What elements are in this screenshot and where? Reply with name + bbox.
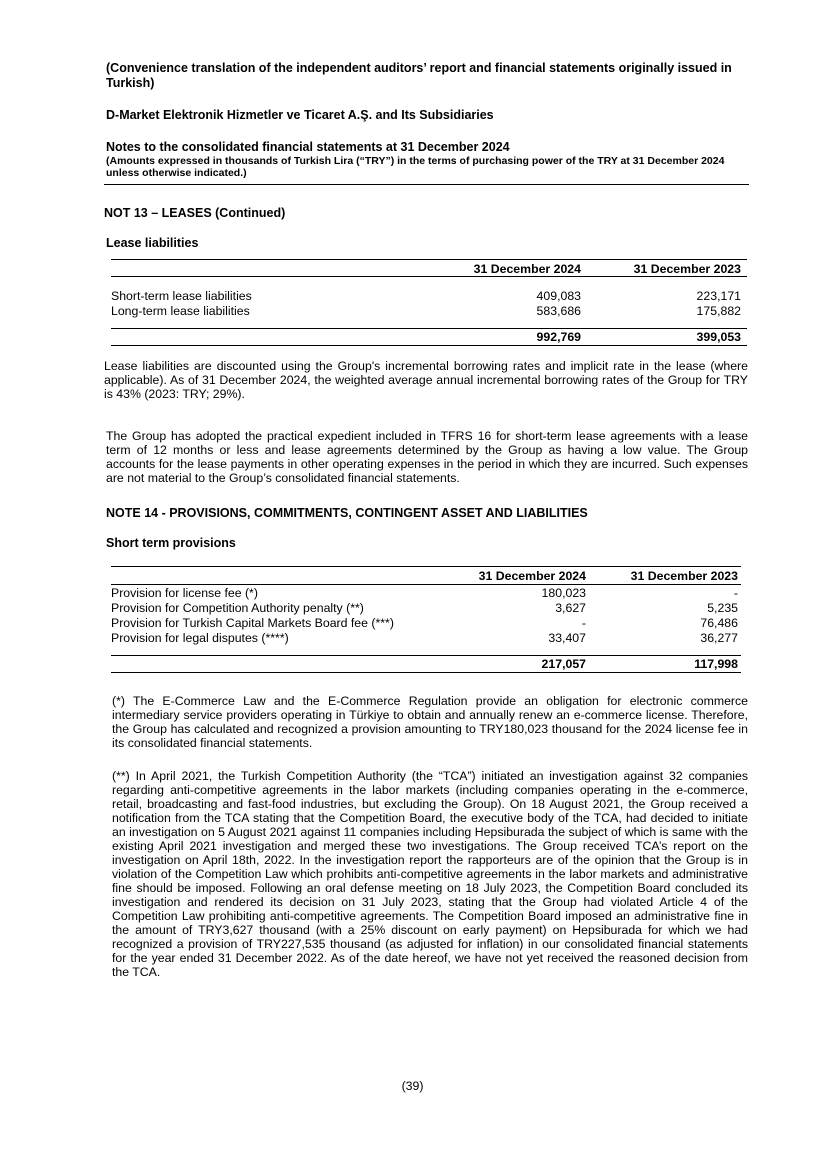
lease-row-value-2024: 583,686 xyxy=(536,304,581,318)
provisions-table-top-rule xyxy=(111,566,741,567)
provisions-table-bottom-rule xyxy=(111,672,741,673)
provisions-total-2024: 217,057 xyxy=(541,657,586,671)
header-divider xyxy=(104,184,749,185)
provision-row-label: Provision for Competition Authority penalty (**) xyxy=(111,601,364,615)
amounts-note: (Amounts expressed in thousands of Turkish Lira (“TRY”) in the terms of purchasing power of the TRY at 31 December 2024 unless otherwise indicated.) xyxy=(106,155,725,179)
note14-title: NOTE 14 - PROVISIONS, COMMITMENTS, CONTINGENT ASSET AND LIABILITIES xyxy=(106,506,588,520)
lease-table-header-rule xyxy=(111,276,747,277)
lease-table-bottom-rule xyxy=(111,345,747,346)
provision-row-value-2023: 5,235 xyxy=(707,601,738,615)
page-number: (39) xyxy=(401,1079,424,1093)
lease-col-2024: 31 December 2024 xyxy=(473,262,581,276)
provisions-table-header-rule xyxy=(111,584,741,585)
provision-row-value-2024: - xyxy=(581,616,586,630)
lease-col-2023: 31 December 2023 xyxy=(633,262,741,276)
lease-row-value-2024: 409,083 xyxy=(536,289,581,303)
lease-total-2023: 399,053 xyxy=(696,330,741,344)
lease-row-value-2023: 223,171 xyxy=(696,289,741,303)
note14-subtitle: Short term provisions xyxy=(106,536,236,550)
provision-row-value-2024: 33,407 xyxy=(548,631,586,645)
company-name: D-Market Elektronik Hizmetler ve Ticaret A.Ş. and Its Subsidiaries xyxy=(106,108,494,122)
convenience-translation-note: (Convenience translation of the independent auditors’ report and financial statements originally issued in Turkish) xyxy=(106,61,732,90)
provision-row-label: Provision for license fee (*) xyxy=(111,586,258,600)
provisions-total-2023: 117,998 xyxy=(694,657,738,671)
license-fee-footnote: (*) The E-Commerce Law and the E-Commerce Regulation provide an obligation for electronic commerce intermediary service providers operating in Türkiye to obtain and annually renew an e-commerce license. Therefore, the Group has calculated and recognized a provision amounting to TRY180,023 thousand for the 2024 license fee in its consolidated financial statements. xyxy=(112,694,748,750)
provisions-col-2024: 31 December 2024 xyxy=(478,569,586,583)
lease-row-value-2023: 175,882 xyxy=(696,304,741,318)
lease-row-label: Long-term lease liabilities xyxy=(111,304,250,318)
lease-table-total-rule xyxy=(111,328,747,329)
note13-title: NOT 13 – LEASES (Continued) xyxy=(104,206,286,220)
provision-row-value-2023: 36,277 xyxy=(700,631,738,645)
provision-row-value-2023: - xyxy=(733,586,738,600)
lease-total-2024: 992,769 xyxy=(536,330,581,344)
provisions-table-total-rule xyxy=(111,655,741,656)
lease-table-top-rule xyxy=(111,259,747,260)
note13-subtitle: Lease liabilities xyxy=(106,236,199,250)
competition-authority-footnote: (**) In April 2021, the Turkish Competition Authority (the “TCA”) initiated an investigation against 32 companies regarding anti-competitive agreements in the labor markets (including companies operating in the e-commerce, retail, broadcasting and fast-food industries, but excluding the Group). On 18 August 2021, the Group received a notification from the TCA stating that the Competition Board, the executive body of the TCA, had decided to initiate an investigation on 5 August 2021 against 11 companies including Hepsiburada the subject of which is same with the existing April 2021 investigation and merged these two investigations. The Group received TCA’s report on the investigation on April 18th, 2022. In the investigation report the rapporteurs are of the opinion that the Group is in violation of the Competition Law which prohibits anti-competitive agreements in the labor markets and administrative fine should be imposed. Following an oral defense meeting on 18 July 2023, the Competition Board concluded its investigation and rendered its decision on 31 July 2023, stating that the Group had violated Article 4 of the Competition Law prohibiting anti-competitive agreements. The Competition Board imposed an administrative fine in the amount of TRY3,627 thousand (with a 25% discount on early payment) on Hepsiburada for which we had recognized a provision of TRY227,535 thousand (as adjusted for inflation) in our consolidated financial statements for the year ended 31 December 2022. As of the date hereof, we have not yet received the reasoned decision from the TCA. xyxy=(112,769,748,979)
practical-expedient-paragraph: The Group has adopted the practical expedient included in TFRS 16 for short-term lease agreements with a lease term of 12 months or less and lease agreements determined by the Group as having a low value. The Group accounts for the lease payments in other operating expenses in the period in which they are incurred. Such expenses are not material to the Group’s consolidated financial statements. xyxy=(106,429,748,485)
provision-row-label: Provision for legal disputes (****) xyxy=(111,631,289,645)
provision-row-label: Provision for Turkish Capital Markets Board fee (***) xyxy=(111,616,394,630)
provision-row-value-2024: 3,627 xyxy=(555,601,586,615)
provision-row-value-2024: 180,023 xyxy=(541,586,586,600)
provision-row-value-2023: 76,486 xyxy=(700,616,738,630)
notes-title: Notes to the consolidated financial statements at 31 December 2024 xyxy=(106,140,510,154)
lease-discount-paragraph: Lease liabilities are discounted using the Group's incremental borrowing rates and implicit rate in the lease (where applicable). As of 31 December 2024, the weighted average annual incremental borrowing rates of the Group for TRY is 43% (2023: TRY; 29%). xyxy=(104,359,748,401)
lease-row-label: Short-term lease liabilities xyxy=(111,289,252,303)
provisions-col-2023: 31 December 2023 xyxy=(630,569,738,583)
